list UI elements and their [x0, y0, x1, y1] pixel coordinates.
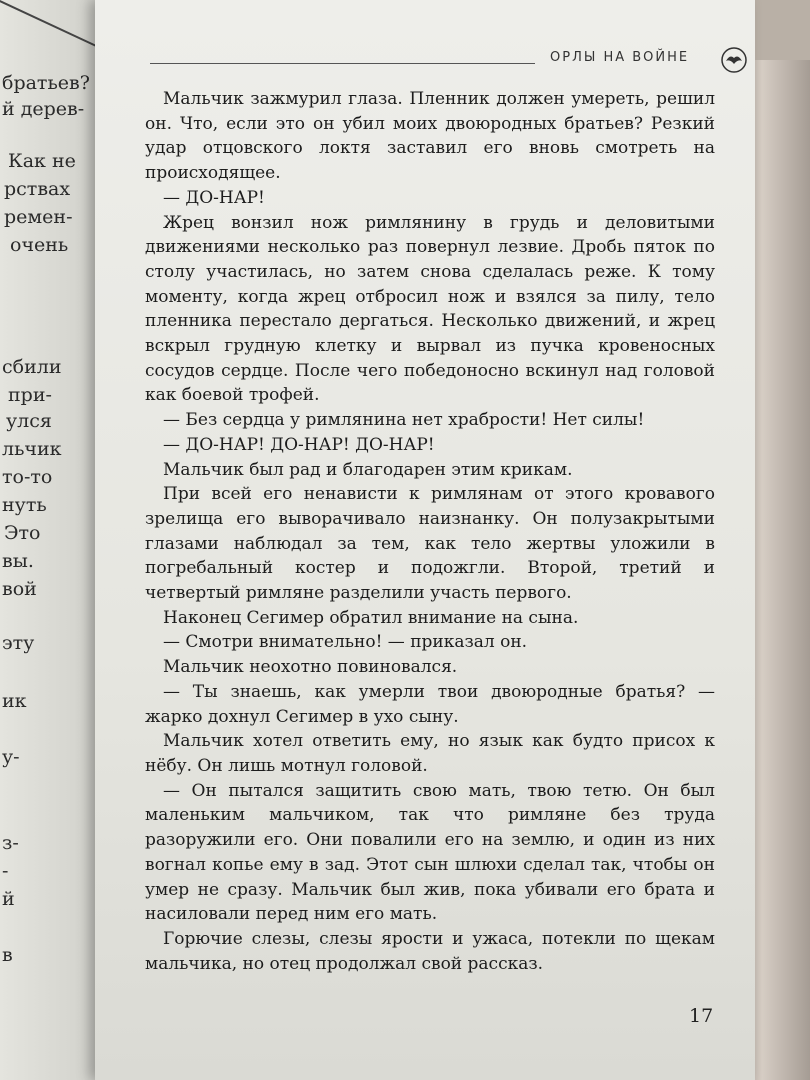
- paragraph: — Без сердца у римлянина нет храбрости! Нет силы!: [163, 410, 645, 431]
- left-fragment: -: [2, 860, 9, 882]
- paragraph: При всей его ненависти к римлянам от этого кровавого зрелища его выворачивало наизнанку. Он полузакрытыми глазами наблюдал за тем, как тело жертвы уложили в погребальный костер и подожгли. Второй, третий и четвертый римляне разделили участь первого.: [145, 484, 715, 604]
- left-fragment: сбили: [2, 356, 62, 378]
- left-fragment: льчик: [2, 438, 62, 460]
- page-number: 17: [689, 1005, 714, 1027]
- paragraph: Мальчик зажмурил глаза. Пленник должен умереть, решил он. Что, если это он убил моих двоюродных братьев? Резкий удар отцовского локтя заставил его вновь смотреть на происходящее.: [145, 89, 715, 184]
- paragraph: Жрец вонзил нож римлянину в грудь и деловитыми движениями несколько раз повернул лезвие. Дробь пяток по столу участилась, но затем снова сделалась реже. К тому моменту, когда жрец отбросил нож и взялся за пилу, тело пленника перестало дергаться. Несколько движений, и жрец вскрыл грудную клетку и вырвал из пучка кровеносных сосудов сердце. После чего победоносно вскинул над головой как боевой трофей.: [145, 212, 715, 406]
- paragraph: — Смотри внимательно! — приказал он.: [163, 632, 528, 653]
- paragraph: — ДО-НАР! ДО-НАР! ДО-НАР!: [163, 434, 435, 455]
- paragraph: — Он пытался защитить свою мать, твою тетю. Он был маленьким мальчиком, так что римляне без труда разоружили его. Они повалили его на землю, и один из них вогнал копье ему в зад. Этот сын шлюхи сделал так, чтобы он умер не сразу. Мальчик был жив, пока убивали его брата и насиловали перед ним его мать.: [145, 780, 715, 925]
- eagle-emblem-icon: [720, 46, 748, 74]
- left-fragment: й дерев-: [2, 98, 85, 120]
- left-fragment: братьев?: [2, 72, 90, 94]
- paragraph: — Ты знаешь, как умерли твои двоюродные братья? — жарко дохнул Сегимер в ухо сыну.: [145, 681, 715, 727]
- left-fragment: вой: [2, 578, 37, 600]
- paragraph: Горючие слезы, слезы ярости и ужаса, потекли по щекам мальчика, но отец продолжал свой рассказ.: [145, 928, 715, 974]
- body-text: [145, 87, 715, 976]
- left-fragment: то-то: [2, 466, 53, 488]
- left-fragment: й: [2, 888, 15, 910]
- left-fragment: при-: [8, 384, 52, 406]
- left-fragment: вы.: [2, 550, 34, 572]
- left-fragment: ик: [2, 690, 27, 712]
- header-rule: [150, 63, 535, 64]
- paragraph: Мальчик хотел ответить ему, но язык как будто присох к нёбу. Он лишь мотнул головой.: [145, 731, 715, 776]
- left-fragment: эту: [2, 632, 35, 654]
- left-fragment: ремен-: [4, 206, 73, 228]
- paragraph: Мальчик неохотно повиновался.: [163, 657, 458, 678]
- left-fragment: з-: [2, 832, 19, 854]
- left-fragment: у-: [2, 746, 20, 768]
- right-page: [95, 0, 755, 1080]
- paragraph: Наконец Сегимер обратил внимание на сына.: [163, 607, 579, 628]
- left-fragment: улся: [6, 410, 52, 432]
- paragraph: — ДО-НАР!: [163, 187, 265, 208]
- running-title: ОРЛЫ НА ВОЙНЕ: [550, 50, 690, 65]
- left-fragment: Это: [4, 522, 41, 544]
- left-fragment: нуть: [2, 494, 47, 516]
- left-fragment: очень: [10, 234, 69, 256]
- left-fragment: Как не: [8, 150, 76, 172]
- left-fragment: в: [2, 944, 13, 966]
- left-fragment: рствах: [4, 178, 71, 200]
- paragraph: Мальчик был рад и благодарен этим крикам.: [163, 459, 573, 480]
